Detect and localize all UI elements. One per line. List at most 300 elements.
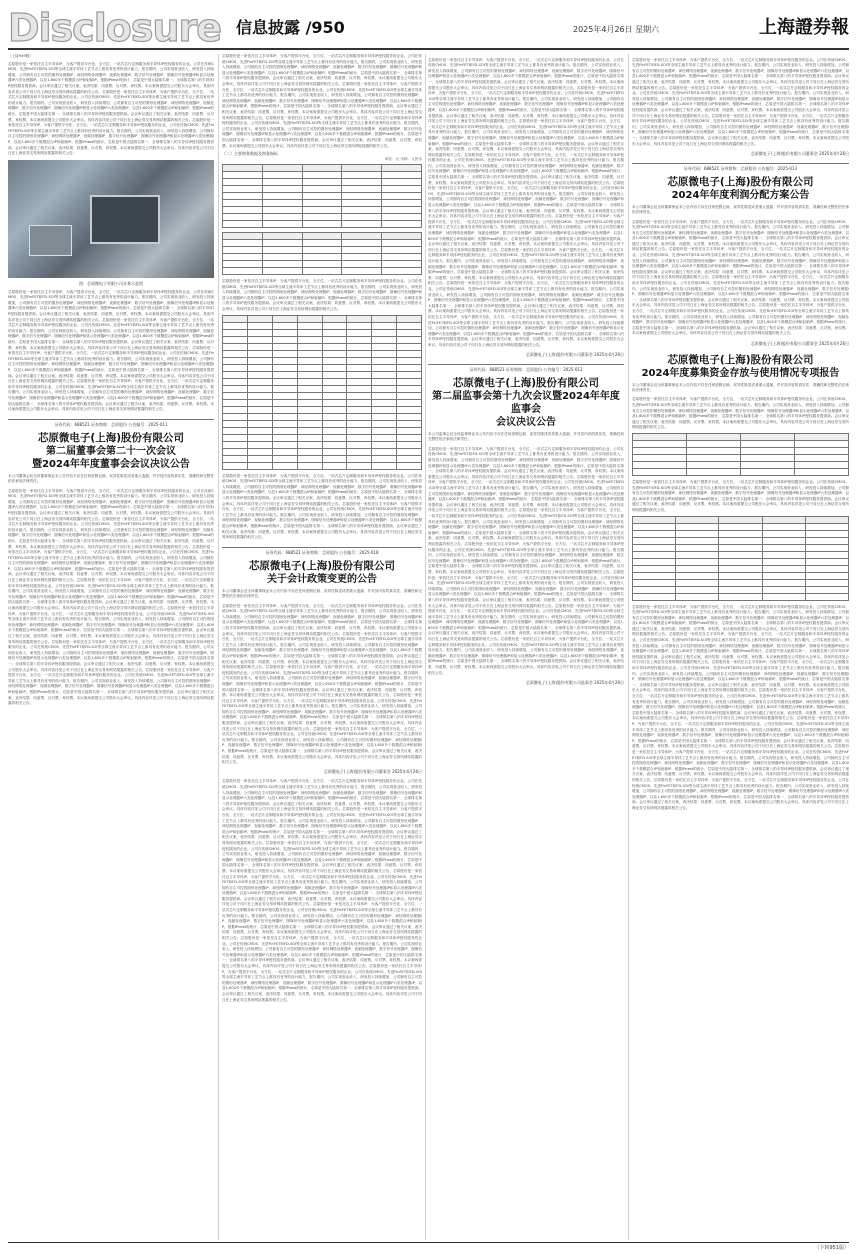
table-cell xyxy=(247,315,272,322)
table-cell xyxy=(272,420,297,427)
table-cell xyxy=(372,392,397,399)
table-cell xyxy=(342,240,382,247)
table-cell xyxy=(633,523,676,530)
table-cell xyxy=(247,406,272,413)
table-cell xyxy=(272,350,297,357)
table-cell xyxy=(633,454,687,461)
table-title: （二）主要财务数据及财务指标 xyxy=(222,151,278,157)
table-cell xyxy=(719,579,762,586)
table-cell xyxy=(633,579,676,586)
shareholder-table xyxy=(222,315,422,470)
table-cell xyxy=(397,385,422,392)
page-footer xyxy=(8,1242,849,1254)
table-cell xyxy=(223,268,263,275)
table-cell xyxy=(805,572,848,579)
table-cell xyxy=(247,385,272,392)
table-cell xyxy=(805,551,848,558)
table-cell xyxy=(272,364,297,371)
table-cell xyxy=(372,378,397,385)
table-cell xyxy=(347,434,372,441)
table-cell xyxy=(302,165,342,172)
table-cell xyxy=(302,247,342,254)
table-cell xyxy=(302,186,342,193)
declaration: 本公司监事会及全体监事保证本公告内容不存在任何虚假记载、误导性陈述或者重大遗漏，并对其内容的真实性、准确性和完整性依法承担法律责任。 xyxy=(428,432,624,442)
table-cell xyxy=(297,441,322,448)
table-row xyxy=(633,544,849,551)
table-cell xyxy=(347,462,372,469)
table-cell xyxy=(382,233,422,240)
table-cell xyxy=(223,364,248,371)
table-row xyxy=(223,172,422,179)
table-cell xyxy=(262,165,302,172)
column-4 xyxy=(632,54,849,1240)
table-row xyxy=(223,254,422,261)
table-cell xyxy=(223,441,248,448)
table-cell xyxy=(633,447,687,454)
table-row xyxy=(223,462,422,469)
signature: 芯原微电子(上海)股份有限公司董事会 2025年4月26日 xyxy=(750,150,849,156)
title-line: 第二届董事会第二十一次会议 xyxy=(46,445,176,457)
table-cell xyxy=(262,214,302,221)
table-cell xyxy=(342,172,382,179)
table-cell xyxy=(322,315,347,322)
table-cell xyxy=(272,378,297,385)
table-row xyxy=(223,240,422,247)
table-cell xyxy=(397,462,422,469)
table-cell xyxy=(676,551,719,558)
table-cell xyxy=(272,385,297,392)
table-cell xyxy=(372,427,397,434)
column-divider xyxy=(425,54,426,1240)
table-cell xyxy=(347,315,372,322)
table-cell xyxy=(382,254,422,261)
table-cell xyxy=(372,357,397,364)
table-cell xyxy=(397,441,422,448)
table-cell xyxy=(762,572,805,579)
table-cell xyxy=(272,406,297,413)
table-cell xyxy=(719,516,762,523)
table-cell xyxy=(676,579,719,586)
table-cell xyxy=(297,448,322,455)
table-cell xyxy=(342,233,382,240)
table-row xyxy=(633,579,849,586)
table-cell xyxy=(762,593,805,600)
table-cell xyxy=(397,406,422,413)
photo-caption: 图：芯原微电子有限公司业务示意图 xyxy=(79,280,143,286)
table-cell xyxy=(397,315,422,322)
table-cell xyxy=(302,233,342,240)
table-row xyxy=(633,565,849,572)
title-line: 关于会计政策变更的公告 xyxy=(267,573,377,585)
table-row xyxy=(223,165,422,172)
table-cell xyxy=(342,221,382,228)
table-cell xyxy=(372,336,397,343)
table-cell xyxy=(302,214,342,221)
body-text: 芯原股份是一家依托自主半导体IP，为客户提供平台化、全方位、一站式芯片定制服务和半导体IP授权服务的企业。公司在传统CMOS、先进FinFET和FD-SOI等全球主流半导体工艺节点上都具有优秀的设计能力。报告期内，公司实现营业收入，研发投入持续增加，公司拥有自主可控的图形处理器IP、神经网络处理器IP、视频处理器IP、数字信号处理器IP、图像信号处理器IP和显示处理器IP六类处理器IP，以及1,600多个数模混合IP和射频IP。根据IPnest的统计，芯原是中国大陆排名第一、全球排名第八的半导体IP授权服务提供商。会议审议通过了相关议案，表决结果：同意票，反对票，弃权票。本议案尚需提交公司股东大会审议。具体内容详见公司于同日在上海证券交易所网站披露的相关公告。芯原股份是一家依托自主半导体IP，为客户提供平台化、全方位、一站式芯片定制服务和半导体IP授权服务的企业。公司在传统CMOS、先进FinFET和FD-SOI等全球主流半导体工艺节点上都具有优秀的设计能力。报告期内，公司实现营业收入，研发投入持续增加，公司拥有自主可控的图形处理器IP、神经网络处理器IP、视频处理器IP、数字信号处理器IP、图像信号处理器IP和显示处理器IP六类处理器IP，以及1,600多个数模混合IP和射频IP。根据IPnest的统计，芯原是中国大陆排名第一、全球排名第八的半导体IP授权服务提供商。会议审议通过了相关议案，表决结果：同意票，反对票，弃权票。本议案尚需提交公司股东大会审议。具体内容详见公司于同日在上海证券交易所网站披露的相关公告。芯原股份是一家依托自主半导体IP，为客户提供平台化、全方位、一站式芯片定制服务和半导体IP授权服务的企业。公司在传统CMOS、先进FinFET和FD-SOI等全球主流半导体工艺节点上都具有优秀的设计能力。报告期内，公司实现营业收入，研发投入持续增加，公司拥有自主可控的图形处理器IP、神经网络处理器IP、视频处理器IP、数字信号处理器IP、图像信号处理器IP和显示处理器IP六类处理器IP，以及1,600多个数模混合IP和射频IP。根据IPnest的统计，芯原是中国大陆排名第一、全球排名第八的半导体IP授权服务提供商。会议审议通过了相关议案，表决结果：同意票，反对票，弃权票。本议案尚需提交公司股东大会审议。具体内容详见公司于同日在上海证券交易所网站披露的相关公告。芯原股份是一家依托自主半导体IP，为客户提供平台化、全方位、一站式芯片定制服务和半导体IP授权服务的企业。公司在传统CMOS、先进FinFET和FD-SOI等全球主流半导体工艺节点上都具有优秀的设计能力。报告期内，公司实现营业收入，研发投入持续增加，公司拥有自主可控的图形处理器IP、神经网络处理器IP、视频处理器IP、数字信号处理器IP、图像信号处理器IP和显示处理器IP六类处理器IP，以及1,600多个数模混合IP和射频IP。根据IPnest的统计，芯原是中国大陆排名第一、全球排名第八的半导体IP授权服务提供商。会议审议通过了相关议案，表决结果：同意票，反对票，弃权票。本议案尚需提交公司股东大会审议。具体内容详见公司于同日在上海证券交易所网站披露的相关公告。芯原股份是一家依托自主半导体IP，为客户提供平台化、全方位、一站式芯片定制服务和半导体IP授权服务的企业。公司在传统CMOS、先进FinFET和FD-SOI等全球主流半导体工艺节点上都具有优秀的设计能力。报告期内，公司实现营业收入，研发投入持续增加，公司拥有自主可控的图形处理器IP、神经网络处理器IP、视频处理器IP、数字信号处理器IP、图像信号处理器IP和显示处理器IP六类处理器IP，以及1,600多个数模混合IP和射频IP。根据IPnest的统计，芯原是中国大陆排名第一、全球排名第八的半导体IP授权服务提供商。会议审议通过了相关议案，表决结果：同意票，反对票，弃权票。本议案尚需提交公司股东大会审议。具体内容详见公司于同日在上海证券交易所网站披露的相关公告。芯原股份是一家依托自主半导体IP，为客户提供平台化、全方位、一站式芯片定制服务和半导体IP授权服务的企业。公司在传统CMOS、先进FinFET和FD-SOI等全球主流半导体工艺节点上都具有优秀的设计能力。报告期内，公司实现营业收入，研发投入持续增加，公司拥有自主可控的图形处理器IP、神经网络处理器IP、视频处理器IP、数字信号处理器IP、图像信号处理器IP和显示处理器IP六类处理器IP，以及1,600多个数模混合IP和射频IP。根据IPnest的统计，芯原是中国大陆排名第一、全球排名第八的半导体IP授权服务提供商。会议审议通过了相关议案，表决结果：同意票，反对票，弃权票。本议案尚需提交公司股东大会审议。具体内容详见公司于同日在上海证券交易所网站披露的相关公告。芯原股份是一家依托自主半导体IP，为客户提供平台化、全方位、一站式芯片定制服务和半导体IP授权服务的企业。公司在传统CMOS、先进FinFET和FD-SOI等全球主流半导体工艺节点上都具有优秀的设计能力。报告期内，公司实现营业收入，研发投入持续增加，公司拥有自主可控的图形处理器IP、神经网络处理器IP、视频处理器IP、数字信号处理器IP、图像信号处理器IP和显示处理器IP六类处理器IP，以及1,600多个数模混合IP和射频IP。根据IPnest的统计，芯原是中国大陆排名第一、全球排名第八的半导体IP授权服务提供商。会议审议通过了相关议案，表决结果：同意票，反对票，弃权票。本议案尚需提交公司股东大会审议。具体内容详见公司于同日在上海证券交易所网站披露的相关公告。 xyxy=(428,446,624,675)
table-cell xyxy=(762,558,805,565)
table-cell xyxy=(297,322,322,329)
table-cell xyxy=(382,240,422,247)
table-row xyxy=(223,448,422,455)
table-cell xyxy=(762,565,805,572)
table-cell xyxy=(719,544,762,551)
table-cell xyxy=(223,420,248,427)
table-cell xyxy=(347,329,372,336)
table-row xyxy=(223,193,422,200)
table-cell xyxy=(322,378,347,385)
table-cell xyxy=(397,427,422,434)
table-cell xyxy=(372,329,397,336)
table-cell xyxy=(322,385,347,392)
table-cell xyxy=(223,413,248,420)
table-cell xyxy=(302,240,342,247)
product-photo xyxy=(8,160,214,278)
table-cell xyxy=(762,544,805,551)
table-cell xyxy=(272,399,297,406)
table-cell xyxy=(347,420,372,427)
column-2 xyxy=(222,54,422,1240)
body-text: 芯原股份是一家依托自主半导体IP，为客户提供平台化、全方位、一站式芯片定制服务和半导体IP授权服务的企业。公司在传统CMOS、先进FinFET和FD-SOI等全球主流半导体工艺节点上都具有优秀的设计能力。报告期内，公司实现营业收入，研发投入持续增加，公司拥有自主可控的图形处理器IP、神经网络处理器IP、视频处理器IP、数字信号处理器IP、图像信号处理器IP和显示处理器IP六类处理器IP，以及1,600多个数模混合IP和射频IP。根据IPnest的统计，芯原是中国大陆排名第一、全球排名第八的半导体IP授权服务提供商。会议审议通过了相关议案，表决结果：同意票，反对票，弃权票。本议案尚需提交公司股东大会审议。具体内容详见公司于同日在上海证券交易所网站披露的相关公告。芯原股份是一家依托自主半导体IP，为客户提供平台化、全方位、一站式芯片定制服务和半导体IP授权服务的企业。公司在传统CMOS、先进FinFET和FD-SOI等全球主流半导体工艺节点上都具有优秀的设计能力。报告期内，公司实现营业收入，研发投入持续增加，公司拥有自主可控的图形处理器IP、神经网络处理器IP、视频处理器IP、数字信号处理器IP、图像信号处理器IP和显示处理器IP六类处理器IP，以及1,600多个数模混合IP和射频IP。根据IPnest的统计，芯原是中国大陆排名第一、全球排名第八的半导体IP授权服务提供商。会议审议通过了相关议案，表决结果：同意票，反对票，弃权票。本议案尚需提交公司股东大会审议。具体内容详见公司于同日在上海证券交易所网站披露的相关公告。芯原股份是一家依托自主半导体IP，为客户提供平台化、全方位、一站式芯片定制服务和半导体IP授权服务的企业。公司在传统CMOS、先进FinFET和FD-SOI等全球主流半导体工艺节点上都具有优秀的设计能力。报告期内，公司实现营业收入，研发投入持续增加，公司拥有自主可控的图形处理器IP、神经网络处理器IP、视频处理器IP、数字信号处理器IP、图像信号处理器IP和显示处理器IP六类处理器IP，以及1,600多个数模混合IP和射频IP。根据IPnest的统计，芯原是中国大陆排名第一、全球排名第八的半导体IP授权服务提供商。会议审议通过了相关议案，表决结果：同意票，反对票，弃权票。本议案尚需提交公司股东大会审议。具体内容详见公司于同日在上海证券交易所网站披露的相关公告。芯原股份是一家依托自主半导体IP，为客户提供平台化、全方位、一站式芯片定制服务和半导体IP授权服务的企业。公司在传统CMOS、先进FinFET和FD-SOI等全球主流半导体工艺节点上都具有优秀的设计能力。报告期内，公司实现营业收入，研发投入持续增加，公司拥有自主可控的图形处理器IP、神经网络处理器IP、视频处理器IP、数字信号处理器IP、图像信号处理器IP和显示处理器IP六类处理器IP，以及1,600多个数模混合IP和射频IP。根据IPnest的统计，芯原是中国大陆排名第一、全球排名第八的半导体IP授权服务提供商。会议审议通过了相关议案，表决结果：同意票，反对票，弃权票。本议案尚需提交公司股东大会审议。具体内容详见公司于同日在上海证券交易所网站披露的相关公告。芯原股份是一家依托自主半导体IP，为客户提供平台化、全方位、一站式芯片定制服务和半导体IP授权服务的企业。公司在传统CMOS、先进FinFET和FD-SOI等全球主流半导体工艺节点上都具有优秀的设计能力。报告期内，公司实现营业收入，研发投入持续增加，公司拥有自主可控的图形处理器IP、神经网络处理器IP、视频处理器IP、数字信号处理器IP、图像信号处理器IP和显示处理器IP六类处理器IP，以及1,600多个数模混合IP和射频IP。根据IPnest的统计，芯原是中国大陆排名第一、全球排名第八的半导体IP授权服务提供商。会议审议通过了相关议案，表决结果：同意票，反对票，弃权票。本议案尚需提交公司股东大会审议。具体内容详见公司于同日在上海证券交易所网站披露的相关公告。芯原股份是一家依托自主半导体IP，为客户提供平台化、全方位、一站式芯片定制服务和半导体IP授权服务的企业。公司在传统CMOS、先进FinFET和FD-SOI等全球主流半导体工艺节点上都具有优秀的设计能力。报告期内，公司实现营业收入，研发投入持续增加，公司拥有自主可控的图形处理器IP、神经网络处理器IP、视频处理器IP、数字信号处理器IP、图像信号处理器IP和显示处理器IP六类处理器IP，以及1,600多个数模混合IP和射频IP。根据IPnest的统计，芯原是中国大陆排名第一、全球排名第八的半导体IP授权服务提供商。会议审议通过了相关议案，表决结果：同意票，反对票，弃权票。本议案尚需提交公司股东大会审议。具体内容详见公司于同日在上海证券交易所网站披露的相关公告。芯原股份是一家依托自主半导体IP，为客户提供平台化、全方位、一站式芯片定制服务和半导体IP授权服务的企业。公司在传统CMOS、先进FinFET和FD-SOI等全球主流半导体工艺节点上都具有优秀的设计能力。报告期内，公司实现营业收入，研发投入持续增加，公司拥有自主可控的图形处理器IP、神经网络处理器IP、视频处理器IP、数字信号处理器IP、图像信号处理器IP和显示处理器IP六类处理器IP，以及1,600多个数模混合IP和射频IP。根据IPnest的统计，芯原是中国大陆排名第一、全球排名第八的半导体IP授权服务提供商。会议审议通过了相关议案，表决结果：同意票，反对票，弃权票。本议案尚需提交公司股东大会审议。具体内容详见公司于同日在上海证券交易所网站披露的相关公告。 xyxy=(222,779,422,1002)
table-row xyxy=(223,336,422,343)
table-cell xyxy=(223,179,263,186)
table-cell xyxy=(372,315,397,322)
table-cell xyxy=(272,413,297,420)
table-cell xyxy=(302,268,342,275)
declaration: 本公司董事会及全体董事保证本公告内容不存在任何虚假记载、误导性陈述或者重大遗漏，并对其内容的真实性、准确性和完整性依法承担法律责任。 xyxy=(8,473,214,484)
table-cell xyxy=(633,537,676,544)
table-cell xyxy=(805,530,848,537)
table-cell xyxy=(372,322,397,329)
table-cell xyxy=(223,385,248,392)
table-cell xyxy=(633,461,687,468)
table-cell xyxy=(223,399,248,406)
table-cell xyxy=(322,406,347,413)
body-text: 芯原股份是一家依托自主半导体IP，为客户提供平台化、全方位、一站式芯片定制服务和半导体IP授权服务的企业。公司在传统CMOS、先进FinFET和FD-SOI等全球主流半导体工艺节点上都具有优秀的设计能力。报告期内，公司实现营业收入，研发投入持续增加，公司拥有自主可控的图形处理器IP、神经网络处理器IP、视频处理器IP、数字信号处理器IP、图像信号处理器IP和显示处理器IP六类处理器IP，以及1,600多个数模混合IP和射频IP。根据IPnest的统计，芯原是中国大陆排名第一、全球排名第八的半导体IP授权服务提供商。会议审议通过了相关议案，表决结果：同意票，反对票，弃权票。本议案尚需提交公司股东大会审议。具体内容详见公司于同日在上海证券交易所网站披露的相关公告。芯原股份是一家依托自主半导体IP，为客户提供平台化、全方位、一站式芯片定制服务和半导体IP授权服务的企业。公司在传统CMOS、先进FinFET和FD-SOI等全球主流半导体工艺节点上都具有优秀的设计能力。报告期内，公司实现营业收入，研发投入持续增加，公司拥有自主可控的图形处理器IP、神经网络处理器IP、视频处理器IP、数字信号处理器IP、图像信号处理器IP和显示处理器IP六类处理器IP，以及1,600多个数模混合IP和射频IP。根据IPnest的统计，芯原是中国大陆排名第一、全球排名第八的半导体IP授权服务提供商。会议审议通过了相关议案，表决结果：同意票，反对票，弃权票。本议案尚需提交公司股东大会审议。具体内容详见公司于同日在上海证券交易所网站披露的相关公告。芯原股份是一家依托自主半导体IP，为客户提供平台化、全方位、一站式芯片定制服务和半导体IP授权服务的企业。公司在传统CMOS、先进FinFET和FD-SOI等全球主流半导体工艺节点上都具有优秀的设计能力。报告期内，公司实现营业收入，研发投入持续增加，公司拥有自主可控的图形处理器IP、神经网络处理器IP、视频处理器IP、数字信号处理器IP、图像信号处理器IP和显示处理器IP六类处理器IP，以及1,600多个数模混合IP和射频IP。根据IPnest的统计，芯原是中国大陆排名第一、全球排名第八的半导体IP授权服务提供商。会议审议通过了相关议案，表决结果：同意票，反对票，弃权票。本议案尚需提交公司股东大会审议。具体内容详见公司于同日在上海证券交易所网站披露的相关公告。 xyxy=(222,54,422,148)
table-cell xyxy=(397,455,422,462)
table-cell xyxy=(223,434,248,441)
table-cell xyxy=(262,240,302,247)
table-cell xyxy=(382,193,422,200)
table-cell xyxy=(223,392,248,399)
table-row xyxy=(223,427,422,434)
table-cell xyxy=(397,413,422,420)
fund-table xyxy=(632,433,849,476)
table-cell xyxy=(223,350,248,357)
table-cell xyxy=(272,315,297,322)
chip-graphic xyxy=(90,195,160,244)
table-row xyxy=(223,420,422,427)
table-cell xyxy=(272,336,297,343)
table-cell xyxy=(633,440,687,447)
table-cell xyxy=(322,371,347,378)
table-cell xyxy=(382,261,422,268)
column-divider xyxy=(218,54,219,1240)
table-cell xyxy=(342,179,382,186)
table-row xyxy=(633,572,849,579)
table-cell xyxy=(372,434,397,441)
table-row xyxy=(223,371,422,378)
table-cell xyxy=(262,254,302,261)
table-cell xyxy=(302,193,342,200)
table-row xyxy=(223,179,422,186)
table-cell xyxy=(719,558,762,565)
table-cell xyxy=(397,336,422,343)
table-cell xyxy=(297,336,322,343)
table-cell xyxy=(372,420,397,427)
table-cell xyxy=(762,523,805,530)
continued-from: （上接949版） xyxy=(8,54,33,58)
table-cell xyxy=(322,350,347,357)
table-cell xyxy=(272,371,297,378)
table-cell xyxy=(272,357,297,364)
body-text: 芯原股份是一家依托自主半导体IP，为客户提供平台化、全方位、一站式芯片定制服务和半导体IP授权服务的企业。公司在传统CMOS、先进FinFET和FD-SOI等全球主流半导体工艺节点上都具有优秀的设计能力。报告期内，公司实现营业收入，研发投入持续增加，公司拥有自主可控的图形处理器IP、神经网络处理器IP、视频处理器IP、数字信号处理器IP、图像信号处理器IP和显示处理器IP六类处理器IP，以及1,600多个数模混合IP和射频IP。根据IPnest的统计，芯原是中国大陆排名第一、全球排名第八的半导体IP授权服务提供商。会议审议通过了相关议案，表决结果：同意票，反对票，弃权票。本议案尚需提交公司股东大会审议。具体内容详见公司于同日在上海证券交易所网站披露的相关公告。 xyxy=(632,397,849,430)
notice-title xyxy=(222,559,422,586)
notice-meta: 证券代码：688521 证券简称：芯原股份 公告编号：2025-012 xyxy=(428,364,624,373)
table-cell xyxy=(247,378,272,385)
table-unit: 单位：元 币种：人民币 xyxy=(384,157,422,162)
table-cell xyxy=(223,221,263,228)
table-cell xyxy=(247,462,272,469)
table-cell xyxy=(397,448,422,455)
title-line: 暨2024年年度董事会会议决议公告 xyxy=(32,458,190,470)
table-cell xyxy=(805,537,848,544)
table-cell xyxy=(223,371,248,378)
table-cell xyxy=(272,322,297,329)
brand-logo: Disclosure xyxy=(8,6,222,50)
body-text: 芯原股份是一家依托自主半导体IP，为客户提供平台化、全方位、一站式芯片定制服务和半导体IP授权服务的企业。公司在传统CMOS、先进FinFET和FD-SOI等全球主流半导体工艺节点上都具有优秀的设计能力。报告期内，公司实现营业收入，研发投入持续增加，公司拥有自主可控的图形处理器IP、神经网络处理器IP、视频处理器IP、数字信号处理器IP、图像信号处理器IP和显示处理器IP六类处理器IP，以及1,600多个数模混合IP和射频IP。根据IPnest的统计，芯原是中国大陆排名第一、全球排名第八的半导体IP授权服务提供商。会议审议通过了相关议案，表决结果：同意票，反对票，弃权票。本议案尚需提交公司股东大会审议。具体内容详见公司于同日在上海证券交易所网站披露的相关公告。芯原股份是一家依托自主半导体IP，为客户提供平台化、全方位、一站式芯片定制服务和半导体IP授权服务的企业。公司在传统CMOS、先进FinFET和FD-SOI等全球主流半导体工艺节点上都具有优秀的设计能力。报告期内，公司实现营业收入，研发投入持续增加，公司拥有自主可控的图形处理器IP、神经网络处理器IP、视频处理器IP、数字信号处理器IP、图像信号处理器IP和显示处理器IP六类处理器IP，以及1,600多个数模混合IP和射频IP。根据IPnest的统计，芯原是中国大陆排名第一、全球排名第八的半导体IP授权服务提供商。会议审议通过了相关议案，表决结果：同意票，反对票，弃权票。本议案尚需提交公司股东大会审议。具体内容详见公司于同日在上海证券交易所网站披露的相关公告。芯原股份是一家依托自主半导体IP，为客户提供平台化、全方位、一站式芯片定制服务和半导体IP授权服务的企业。公司在传统CMOS、先进FinFET和FD-SOI等全球主流半导体工艺节点上都具有优秀的设计能力。报告期内，公司实现营业收入，研发投入持续增加，公司拥有自主可控的图形处理器IP、神经网络处理器IP、视频处理器IP、数字信号处理器IP、图像信号处理器IP和显示处理器IP六类处理器IP，以及1,600多个数模混合IP和射频IP。根据IPnest的统计，芯原是中国大陆排名第一、全球排名第八的半导体IP授权服务提供商。会议审议通过了相关议案，表决结果：同意票，反对票，弃权票。本议案尚需提交公司股东大会审议。具体内容详见公司于同日在上海证券交易所网站披露的相关公告。芯原股份是一家依托自主半导体IP，为客户提供平台化、全方位、一站式芯片定制服务和半导体IP授权服务的企业。公司在传统CMOS、先进FinFET和FD-SOI等全球主流半导体工艺节点上都具有优秀的设计能力。报告期内，公司实现营业收入，研发投入持续增加，公司拥有自主可控的图形处理器IP、神经网络处理器IP、视频处理器IP、数字信号处理器IP、图像信号处理器IP和显示处理器IP六类处理器IP，以及1,600多个数模混合IP和射频IP。根据IPnest的统计，芯原是中国大陆排名第一、全球排名第八的半导体IP授权服务提供商。会议审议通过了相关议案，表决结果：同意票，反对票，弃权票。本议案尚需提交公司股东大会审议。具体内容详见公司于同日在上海证券交易所网站披露的相关公告。 xyxy=(632,219,849,336)
table-cell xyxy=(397,343,422,350)
table-cell xyxy=(272,455,297,462)
table-cell xyxy=(297,371,322,378)
table-cell xyxy=(262,233,302,240)
table-cell xyxy=(372,413,397,420)
table-cell xyxy=(719,523,762,530)
table-cell xyxy=(272,427,297,434)
table-cell xyxy=(342,268,382,275)
title-line: 会议决议公告 xyxy=(496,417,556,429)
table-cell xyxy=(223,172,263,179)
table-cell xyxy=(633,551,676,558)
table-cell xyxy=(247,343,272,350)
table-cell xyxy=(762,586,805,593)
table-cell xyxy=(247,357,272,364)
table-cell xyxy=(297,399,322,406)
table-cell xyxy=(347,350,372,357)
table-cell xyxy=(795,447,849,454)
table-cell xyxy=(223,254,263,261)
notice-accounting-policy xyxy=(222,547,422,600)
table-cell xyxy=(297,385,322,392)
table-cell xyxy=(247,322,272,329)
table-row xyxy=(223,343,422,350)
table-cell xyxy=(262,247,302,254)
table-row xyxy=(223,378,422,385)
table-cell xyxy=(322,420,347,427)
table-row xyxy=(223,350,422,357)
table-cell xyxy=(322,329,347,336)
table-cell xyxy=(302,261,342,268)
table-row xyxy=(633,558,849,565)
table-row xyxy=(223,441,422,448)
table-cell xyxy=(762,537,805,544)
table-cell xyxy=(372,364,397,371)
table-cell xyxy=(272,448,297,455)
table-cell xyxy=(223,455,248,462)
table-cell xyxy=(342,261,382,268)
table-cell xyxy=(297,455,322,462)
table-cell xyxy=(372,462,397,469)
table-cell xyxy=(297,406,322,413)
table-cell xyxy=(223,322,248,329)
notice-meta: 证券代码：688521 证券简称：芯原股份 公告编号：2025-018 xyxy=(222,547,422,556)
table-cell xyxy=(322,441,347,448)
table-cell xyxy=(223,329,248,336)
table-cell xyxy=(347,371,372,378)
table-cell xyxy=(795,468,849,475)
table-cell xyxy=(397,364,422,371)
body-text: 芯原股份是一家依托自主半导体IP，为客户提供平台化、全方位、一站式芯片定制服务和半导体IP授权服务的企业。公司在传统CMOS、先进FinFET和FD-SOI等全球主流半导体工艺节点上都具有优秀的设计能力。报告期内，公司实现营业收入，研发投入持续增加，公司拥有自主可控的图形处理器IP、神经网络处理器IP、视频处理器IP、数字信号处理器IP、图像信号处理器IP和显示处理器IP六类处理器IP，以及1,600多个数模混合IP和射频IP。根据IPnest的统计，芯原是中国大陆排名第一、全球排名第八的半导体IP授权服务提供商。会议审议通过了相关议案，表决结果：同意票，反对票，弃权票。本议案尚需提交公司股东大会审议。具体内容详见公司于同日在上海证券交易所网站披露的相关公告。 xyxy=(222,279,422,312)
table-cell xyxy=(223,207,263,214)
table-cell xyxy=(347,392,372,399)
table-cell xyxy=(297,462,322,469)
table-cell xyxy=(247,434,272,441)
table-cell xyxy=(382,207,422,214)
table-row xyxy=(223,261,422,268)
table-cell xyxy=(262,193,302,200)
table-row xyxy=(223,357,422,364)
table-cell xyxy=(687,468,741,475)
board-graphic xyxy=(29,225,72,257)
table-cell xyxy=(262,186,302,193)
table-cell xyxy=(382,186,422,193)
table-cell xyxy=(372,385,397,392)
table-row xyxy=(223,268,422,275)
table-cell xyxy=(247,420,272,427)
table-cell xyxy=(372,350,397,357)
table-cell xyxy=(247,399,272,406)
table-cell xyxy=(633,530,676,537)
table-cell xyxy=(687,454,741,461)
company-name: 芯原微电子(上海)股份有限公司 xyxy=(248,559,396,572)
table-cell xyxy=(223,336,248,343)
table-row xyxy=(223,322,422,329)
table-cell xyxy=(676,558,719,565)
table-cell xyxy=(397,350,422,357)
table-cell xyxy=(322,322,347,329)
table-row xyxy=(223,214,422,221)
table-cell xyxy=(223,462,248,469)
table-cell xyxy=(247,448,272,455)
table-cell xyxy=(676,523,719,530)
body-text: 芯原股份是一家依托自主半导体IP，为客户提供平台化、全方位、一站式芯片定制服务和半导体IP授权服务的企业。公司在传统CMOS、先进FinFET和FD-SOI等全球主流半导体工艺节点上都具有优秀的设计能力。报告期内，公司实现营业收入，研发投入持续增加，公司拥有自主可控的图形处理器IP、神经网络处理器IP、视频处理器IP、数字信号处理器IP、图像信号处理器IP和显示处理器IP六类处理器IP，以及1,600多个数模混合IP和射频IP。根据IPnest的统计，芯原是中国大陆排名第一、全球排名第八的半导体IP授权服务提供商。会议审议通过了相关议案，表决结果：同意票，反对票，弃权票。本议案尚需提交公司股东大会审议。具体内容详见公司于同日在上海证券交易所网站披露的相关公告。芯原股份是一家依托自主半导体IP，为客户提供平台化、全方位、一站式芯片定制服务和半导体IP授权服务的企业。公司在传统CMOS、先进FinFET和FD-SOI等全球主流半导体工艺节点上都具有优秀的设计能力。报告期内，公司实现营业收入，研发投入持续增加，公司拥有自主可控的图形处理器IP、神经网络处理器IP、视频处理器IP、数字信号处理器IP、图像信号处理器IP和显示处理器IP六类处理器IP，以及1,600多个数模混合IP和射频IP。根据IPnest的统计，芯原是中国大陆排名第一、全球排名第八的半导体IP授权服务提供商。会议审议通过了相关议案，表决结果：同意票，反对票，弃权票。本议案尚需提交公司股东大会审议。具体内容详见公司于同日在上海证券交易所网站披露的相关公告。芯原股份是一家依托自主半导体IP，为客户提供平台化、全方位、一站式芯片定制服务和半导体IP授权服务的企业。公司在传统CMOS、先进FinFET和FD-SOI等全球主流半导体工艺节点上都具有优秀的设计能力。报告期内，公司实现营业收入，研发投入持续增加，公司拥有自主可控的图形处理器IP、神经网络处理器IP、视频处理器IP、数字信号处理器IP、图像信号处理器IP和显示处理器IP六类处理器IP，以及1,600多个数模混合IP和射频IP。根据IPnest的统计，芯原是中国大陆排名第一、全球排名第八的半导体IP授权服务提供商。会议审议通过了相关议案，表决结果：同意票，反对票，弃权票。本议案尚需提交公司股东大会审议。具体内容详见公司于同日在上海证券交易所网站披露的相关公告。芯原股份是一家依托自主半导体IP，为客户提供平台化、全方位、一站式芯片定制服务和半导体IP授权服务的企业。公司在传统CMOS、先进FinFET和FD-SOI等全球主流半导体工艺节点上都具有优秀的设计能力。报告期内，公司实现营业收入，研发投入持续增加，公司拥有自主可控的图形处理器IP、神经网络处理器IP、视频处理器IP、数字信号处理器IP、图像信号处理器IP和显示处理器IP六类处理器IP，以及1,600多个数模混合IP和射频IP。根据IPnest的统计，芯原是中国大陆排名第一、全球排名第八的半导体IP授权服务提供商。会议审议通过了相关议案，表决结果：同意票，反对票，弃权票。本议案尚需提交公司股东大会审议。具体内容详见公司于同日在上海证券交易所网站披露的相关公告。芯原股份是一家依托自主半导体IP，为客户提供平台化、全方位、一站式芯片定制服务和半导体IP授权服务的企业。公司在传统CMOS、先进FinFET和FD-SOI等全球主流半导体工艺节点上都具有优秀的设计能力。报告期内，公司实现营业收入，研发投入持续增加，公司拥有自主可控的图形处理器IP、神经网络处理器IP、视频处理器IP、数字信号处理器IP、图像信号处理器IP和显示处理器IP六类处理器IP，以及1,600多个数模混合IP和射频IP。根据IPnest的统计，芯原是中国大陆排名第一、全球排名第八的半导体IP授权服务提供商。会议审议通过了相关议案，表决结果：同意票，反对票，弃权票。本议案尚需提交公司股东大会审议。具体内容详见公司于同日在上海证券交易所网站披露的相关公告。芯原股份是一家依托自主半导体IP，为客户提供平台化、全方位、一站式芯片定制服务和半导体IP授权服务的企业。公司在传统CMOS、先进FinFET和FD-SOI等全球主流半导体工艺节点上都具有优秀的设计能力。报告期内，公司实现营业收入，研发投入持续增加，公司拥有自主可控的图形处理器IP、神经网络处理器IP、视频处理器IP、数字信号处理器IP、图像信号处理器IP和显示处理器IP六类处理器IP，以及1,600多个数模混合IP和射频IP。根据IPnest的统计，芯原是中国大陆排名第一、全球排名第八的半导体IP授权服务提供商。会议审议通过了相关议案，表决结果：同意票，反对票，弃权票。本议案尚需提交公司股东大会审议。具体内容详见公司于同日在上海证券交易所网站披露的相关公告。芯原股份是一家依托自主半导体IP，为客户提供平台化、全方位、一站式芯片定制服务和半导体IP授权服务的企业。公司在传统CMOS、先进FinFET和FD-SOI等全球主流半导体工艺节点上都具有优秀的设计能力。报告期内，公司实现营业收入，研发投入持续增加，公司拥有自主可控的图形处理器IP、神经网络处理器IP、视频处理器IP、数字信号处理器IP、图像信号处理器IP和显示处理器IP六类处理器IP，以及1,600多个数模混合IP和射频IP。根据IPnest的统计，芯原是中国大陆排名第一、全球排名第八的半导体IP授权服务提供商。会议审议通过了相关议案，表决结果：同意票，反对票，弃权票。本议案尚需提交公司股东大会审议。具体内容详见公司于同日在上海证券交易所网站披露的相关公告。 xyxy=(8,488,214,706)
table-cell xyxy=(302,179,342,186)
table-row xyxy=(223,385,422,392)
table-row xyxy=(223,434,422,441)
table-cell xyxy=(795,454,849,461)
table-cell xyxy=(382,172,422,179)
table-cell xyxy=(223,165,263,172)
table-row xyxy=(223,221,422,228)
table-cell xyxy=(302,207,342,214)
table-cell xyxy=(633,593,676,600)
table-row xyxy=(223,455,422,462)
table-cell xyxy=(805,523,848,530)
table-cell xyxy=(247,364,272,371)
table-cell xyxy=(805,558,848,565)
table-cell xyxy=(322,434,347,441)
table-cell xyxy=(676,516,719,523)
table-cell xyxy=(347,455,372,462)
table-cell xyxy=(372,441,397,448)
table-cell xyxy=(223,233,263,240)
table-cell xyxy=(262,207,302,214)
table-cell xyxy=(223,406,248,413)
notice-profit-distribution xyxy=(632,163,849,216)
table-cell xyxy=(676,565,719,572)
table-cell xyxy=(302,200,342,207)
notice-title xyxy=(632,353,849,380)
table-cell xyxy=(322,413,347,420)
table-cell xyxy=(302,221,342,228)
table-cell xyxy=(297,378,322,385)
notice-supervisory-resolution xyxy=(428,364,624,443)
table-row xyxy=(223,413,422,420)
table-cell xyxy=(223,427,248,434)
notice-title xyxy=(8,431,214,471)
table-cell xyxy=(719,586,762,593)
table-cell xyxy=(342,254,382,261)
table-cell xyxy=(247,329,272,336)
table-cell xyxy=(805,593,848,600)
notice-board-resolution xyxy=(8,419,214,485)
table-row xyxy=(223,207,422,214)
table-cell xyxy=(741,433,795,440)
table-cell xyxy=(347,413,372,420)
table-cell xyxy=(687,440,741,447)
body-text: 芯原股份是一家依托自主半导体IP，为客户提供平台化、全方位、一站式芯片定制服务和半导体IP授权服务的企业。公司在传统CMOS、先进FinFET和FD-SOI等全球主流半导体工艺节点上都具有优秀的设计能力。报告期内，公司实现营业收入，研发投入持续增加，公司拥有自主可控的图形处理器IP、神经网络处理器IP、视频处理器IP、数字信号处理器IP、图像信号处理器IP和显示处理器IP六类处理器IP，以及1,600多个数模混合IP和射频IP。根据IPnest的统计，芯原是中国大陆排名第一、全球排名第八的半导体IP授权服务提供商。会议审议通过了相关议案，表决结果：同意票，反对票，弃权票。本议案尚需提交公司股东大会审议。具体内容详见公司于同日在上海证券交易所网站披露的相关公告。芯原股份是一家依托自主半导体IP，为客户提供平台化、全方位、一站式芯片定制服务和半导体IP授权服务的企业。公司在传统CMOS、先进FinFET和FD-SOI等全球主流半导体工艺节点上都具有优秀的设计能力。报告期内，公司实现营业收入，研发投入持续增加，公司拥有自主可控的图形处理器IP、神经网络处理器IP、视频处理器IP、数字信号处理器IP、图像信号处理器IP和显示处理器IP六类处理器IP，以及1,600多个数模混合IP和射频IP。根据IPnest的统计，芯原是中国大陆排名第一、全球排名第八的半导体IP授权服务提供商。会议审议通过了相关议案，表决结果：同意票，反对票，弃权票。本议案尚需提交公司股东大会审议。具体内容详见公司于同日在上海证券交易所网站披露的相关公告。 xyxy=(222,473,422,540)
notice-title xyxy=(428,376,624,429)
table-cell xyxy=(719,593,762,600)
body-text: 芯原股份是一家依托自主半导体IP，为客户提供平台化、全方位、一站式芯片定制服务和半导体IP授权服务的企业。公司在传统CMOS、先进FinFET和FD-SOI等全球主流半导体工艺节点上都具有优秀的设计能力。报告期内，公司实现营业收入，研发投入持续增加，公司拥有自主可控的图形处理器IP、神经网络处理器IP、视频处理器IP、数字信号处理器IP、图像信号处理器IP和显示处理器IP六类处理器IP，以及1,600多个数模混合IP和射频IP。根据IPnest的统计，芯原是中国大陆排名第一、全球排名第八的半导体IP授权服务提供商。会议审议通过了相关议案，表决结果：同意票，反对票，弃权票。本议案尚需提交公司股东大会审议。具体内容详见公司于同日在上海证券交易所网站披露的相关公告。芯原股份是一家依托自主半导体IP，为客户提供平台化、全方位、一站式芯片定制服务和半导体IP授权服务的企业。公司在传统CMOS、先进FinFET和FD-SOI等全球主流半导体工艺节点上都具有优秀的设计能力。报告期内，公司实现营业收入，研发投入持续增加，公司拥有自主可控的图形处理器IP、神经网络处理器IP、视频处理器IP、数字信号处理器IP、图像信号处理器IP和显示处理器IP六类处理器IP，以及1,600多个数模混合IP和射频IP。根据IPnest的统计，芯原是中国大陆排名第一、全球排名第八的半导体IP授权服务提供商。会议审议通过了相关议案，表决结果：同意票，反对票，弃权票。本议案尚需提交公司股东大会审议。具体内容详见公司于同日在上海证券交易所网站披露的相关公告。芯原股份是一家依托自主半导体IP，为客户提供平台化、全方位、一站式芯片定制服务和半导体IP授权服务的企业。公司在传统CMOS、先进FinFET和FD-SOI等全球主流半导体工艺节点上都具有优秀的设计能力。报告期内，公司实现营业收入，研发投入持续增加，公司拥有自主可控的图形处理器IP、神经网络处理器IP、视频处理器IP、数字信号处理器IP、图像信号处理器IP和显示处理器IP六类处理器IP，以及1,600多个数模混合IP和射频IP。根据IPnest的统计，芯原是中国大陆排名第一、全球排名第八的半导体IP授权服务提供商。会议审议通过了相关议案，表决结果：同意票，反对票，弃权票。本议案尚需提交公司股东大会审议。具体内容详见公司于同日在上海证券交易所网站披露的相关公告。芯原股份是一家依托自主半导体IP，为客户提供平台化、全方位、一站式芯片定制服务和半导体IP授权服务的企业。公司在传统CMOS、先进FinFET和FD-SOI等全球主流半导体工艺节点上都具有优秀的设计能力。报告期内，公司实现营业收入，研发投入持续增加，公司拥有自主可控的图形处理器IP、神经网络处理器IP、视频处理器IP、数字信号处理器IP、图像信号处理器IP和显示处理器IP六类处理器IP，以及1,600多个数模混合IP和射频IP。根据IPnest的统计，芯原是中国大陆排名第一、全球排名第八的半导体IP授权服务提供商。会议审议通过了相关议案，表决结果：同意票，反对票，弃权票。本议案尚需提交公司股东大会审议。具体内容详见公司于同日在上海证券交易所网站披露的相关公告。 xyxy=(8,289,214,412)
financial-table xyxy=(222,232,422,275)
table-row xyxy=(223,329,422,336)
table-cell xyxy=(382,200,422,207)
table-cell xyxy=(297,427,322,434)
table-cell xyxy=(397,357,422,364)
table-cell xyxy=(322,392,347,399)
table-cell xyxy=(322,455,347,462)
table-cell xyxy=(262,261,302,268)
table-cell xyxy=(297,413,322,420)
table-cell xyxy=(302,254,342,261)
table-row xyxy=(223,247,422,254)
table-row xyxy=(633,523,849,530)
company-name: 芯原微电子(上海)股份有限公司 xyxy=(37,431,185,444)
table-cell xyxy=(676,530,719,537)
body-text: 芯原股份是一家依托自主半导体IP，为客户提供平台化、全方位、一站式芯片定制服务和半导体IP授权服务的企业。公司在传统CMOS、先进FinFET和FD-SOI等全球主流半导体工艺节点上都具有优秀的设计能力。报告期内，公司实现营业收入，研发投入持续增加，公司拥有自主可控的图形处理器IP、神经网络处理器IP、视频处理器IP、数字信号处理器IP、图像信号处理器IP和显示处理器IP六类处理器IP，以及1,600多个数模混合IP和射频IP。根据IPnest的统计，芯原是中国大陆排名第一、全球排名第八的半导体IP授权服务提供商。会议审议通过了相关议案，表决结果：同意票，反对票，弃权票。本议案尚需提交公司股东大会审议。具体内容详见公司于同日在上海证券交易所网站披露的相关公告。 xyxy=(632,479,849,512)
financial-table xyxy=(222,164,422,228)
table-cell xyxy=(347,322,372,329)
table-cell xyxy=(372,399,397,406)
table-cell xyxy=(382,268,422,275)
declaration: 本公司董事会及全体董事保证本公告内容不存在任何虚假记载、误导性陈述或者重大遗漏，并对其内容的真实性、准确性和完整性依法承担法律责任。 xyxy=(222,588,422,599)
table-cell xyxy=(342,247,382,254)
table-cell xyxy=(297,392,322,399)
table-cell xyxy=(633,558,676,565)
table-cell xyxy=(719,530,762,537)
table-cell xyxy=(223,247,263,254)
section-title: 信息披露 /950 xyxy=(236,18,345,37)
